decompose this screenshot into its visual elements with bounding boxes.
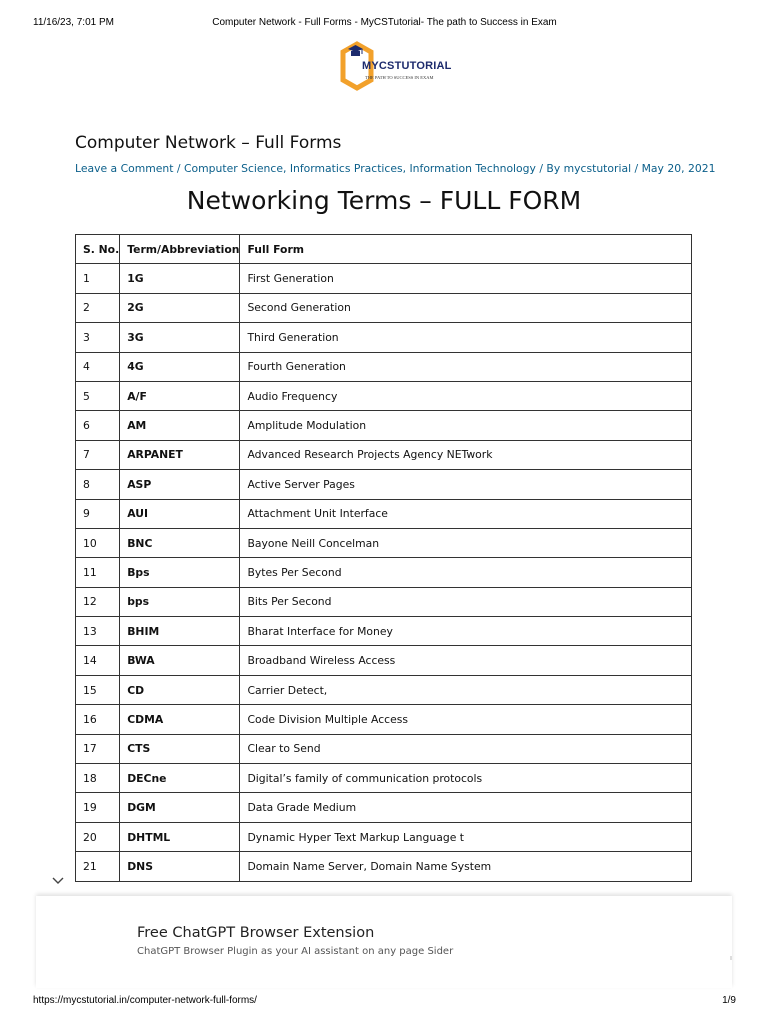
print-page-title: Computer Network - Full Forms - MyCSTutorial- The path to Success in Exam: [212, 17, 557, 28]
full-forms-table-container: [75, 234, 693, 892]
cell-term: 3G: [120, 323, 240, 352]
cell-term: CTS: [120, 734, 240, 763]
table-header-row: [76, 235, 692, 264]
cell-term: 2G: [120, 293, 240, 322]
table-row: [76, 352, 692, 381]
ad-title[interactable]: Free ChatGPT Browser Extension: [137, 925, 375, 941]
cell-full-form: Attachment Unit Interface: [240, 499, 692, 528]
cell-sno: 13: [76, 617, 120, 646]
cell-term: BWA: [120, 646, 240, 675]
cell-sno: 6: [76, 411, 120, 440]
cell-sno: 3: [76, 323, 120, 352]
cell-term: DGM: [120, 793, 240, 822]
table-row: [76, 852, 692, 881]
cell-sno: 18: [76, 764, 120, 793]
cell-sno: 12: [76, 587, 120, 616]
cell-term: AUI: [120, 499, 240, 528]
cell-sno: 21: [76, 852, 120, 881]
cell-full-form: Second Generation: [240, 293, 692, 322]
cell-full-form: Audio Frequency: [240, 381, 692, 410]
post-title: Computer Network – Full Forms: [75, 133, 342, 153]
cell-term: ASP: [120, 470, 240, 499]
table-row: [76, 764, 692, 793]
leave-comment-link[interactable]: Leave a Comment: [75, 162, 174, 175]
table-row: [76, 381, 692, 410]
cell-term: A/F: [120, 381, 240, 410]
meta-separator: /: [173, 162, 185, 175]
cell-sno: 14: [76, 646, 120, 675]
print-url: https://mycstutorial.in/computer-network-full-forms/: [33, 995, 257, 1006]
cell-term: 1G: [120, 264, 240, 293]
table-row: [76, 617, 692, 646]
table-row: [76, 323, 692, 352]
cell-sno: 17: [76, 734, 120, 763]
meta-separator: / By: [535, 162, 564, 175]
cell-full-form: Code Division Multiple Access: [240, 705, 692, 734]
cell-term: BNC: [120, 528, 240, 557]
cell-term: DHTML: [120, 822, 240, 851]
cell-full-form: Advanced Research Projects Agency NETwork: [240, 440, 692, 469]
cell-sno: 10: [76, 528, 120, 557]
cell-full-form: Data Grade Medium: [240, 793, 692, 822]
site-logo[interactable]: [339, 40, 452, 94]
print-header: [33, 17, 736, 31]
cell-full-form: Bayone Neill Concelman: [240, 528, 692, 557]
cell-term: AM: [120, 411, 240, 440]
cell-term: ARPANET: [120, 440, 240, 469]
cell-sno: 5: [76, 381, 120, 410]
cell-full-form: Digital’s family of communication protocols: [240, 764, 692, 793]
cell-full-form: Amplitude Modulation: [240, 411, 692, 440]
cell-full-form: Domain Name Server, Domain Name System: [240, 852, 692, 881]
table-row: [76, 499, 692, 528]
cell-full-form: Carrier Detect,: [240, 675, 692, 704]
ad-subtitle: ChatGPT Browser Plugin as your AI assistant on any page Sider: [137, 946, 454, 957]
cell-full-form: Bits Per Second: [240, 587, 692, 616]
logo-brand-text: MYCSTUTORIAL: [362, 60, 452, 72]
cell-sno: 1: [76, 264, 120, 293]
table-row: [76, 646, 692, 675]
cell-full-form: Broadband Wireless Access: [240, 646, 692, 675]
table-row: [76, 440, 692, 469]
cell-sno: 16: [76, 705, 120, 734]
cell-full-form: Fourth Generation: [240, 352, 692, 381]
cell-full-form: Bytes Per Second: [240, 558, 692, 587]
meta-separator: /: [631, 162, 642, 175]
cell-sno: 20: [76, 822, 120, 851]
table-row: [76, 793, 692, 822]
cell-sno: 7: [76, 440, 120, 469]
cell-term: bps: [120, 587, 240, 616]
print-footer: [33, 995, 736, 1009]
cell-term: CD: [120, 675, 240, 704]
cell-full-form: Bharat Interface for Money: [240, 617, 692, 646]
header-sno: S. No.: [76, 235, 120, 264]
ad-scroll-indicator: [730, 956, 732, 960]
logo-tagline: THE PATH TO SUCCESS IN EXAM: [365, 75, 434, 80]
chevron-down-icon[interactable]: [51, 876, 65, 886]
cell-term: BHIM: [120, 617, 240, 646]
table-row: [76, 705, 692, 734]
cell-sno: 4: [76, 352, 120, 381]
cell-term: Bps: [120, 558, 240, 587]
category-links[interactable]: Computer Science, Informatics Practices, Information Technology: [184, 162, 536, 175]
cell-full-form: Dynamic Hyper Text Markup Language t: [240, 822, 692, 851]
cell-full-form: Active Server Pages: [240, 470, 692, 499]
full-forms-table: [75, 234, 692, 882]
table-row: [76, 675, 692, 704]
cell-term: DNS: [120, 852, 240, 881]
table-row: [76, 264, 692, 293]
cell-sno: 2: [76, 293, 120, 322]
cell-sno: 19: [76, 793, 120, 822]
table-row: [76, 528, 692, 557]
table-row: [76, 734, 692, 763]
post-date: May 20, 2021: [641, 162, 716, 175]
cell-sno: 9: [76, 499, 120, 528]
cell-sno: 11: [76, 558, 120, 587]
ad-banner[interactable]: [36, 896, 732, 988]
cell-term: 4G: [120, 352, 240, 381]
cell-full-form: Third Generation: [240, 323, 692, 352]
cell-full-form: First Generation: [240, 264, 692, 293]
table-row: [76, 587, 692, 616]
cell-full-form: Clear to Send: [240, 734, 692, 763]
print-datetime: 11/16/23, 7:01 PM: [33, 17, 114, 28]
section-heading: Networking Terms – FULL FORM: [186, 186, 582, 215]
print-page-number: 1/9: [722, 995, 736, 1006]
table-row: [76, 293, 692, 322]
header-term: Term/Abbreviation: [120, 235, 240, 264]
cell-term: CDMA: [120, 705, 240, 734]
author-link[interactable]: mycstutorial: [563, 162, 632, 175]
header-full-form: Full Form: [240, 235, 692, 264]
cell-sno: 8: [76, 470, 120, 499]
post-meta: [75, 162, 715, 175]
table-row: [76, 558, 692, 587]
cell-term: DECne: [120, 764, 240, 793]
table-row: [76, 470, 692, 499]
table-row: [76, 411, 692, 440]
table-row: [76, 822, 692, 851]
cell-sno: 15: [76, 675, 120, 704]
